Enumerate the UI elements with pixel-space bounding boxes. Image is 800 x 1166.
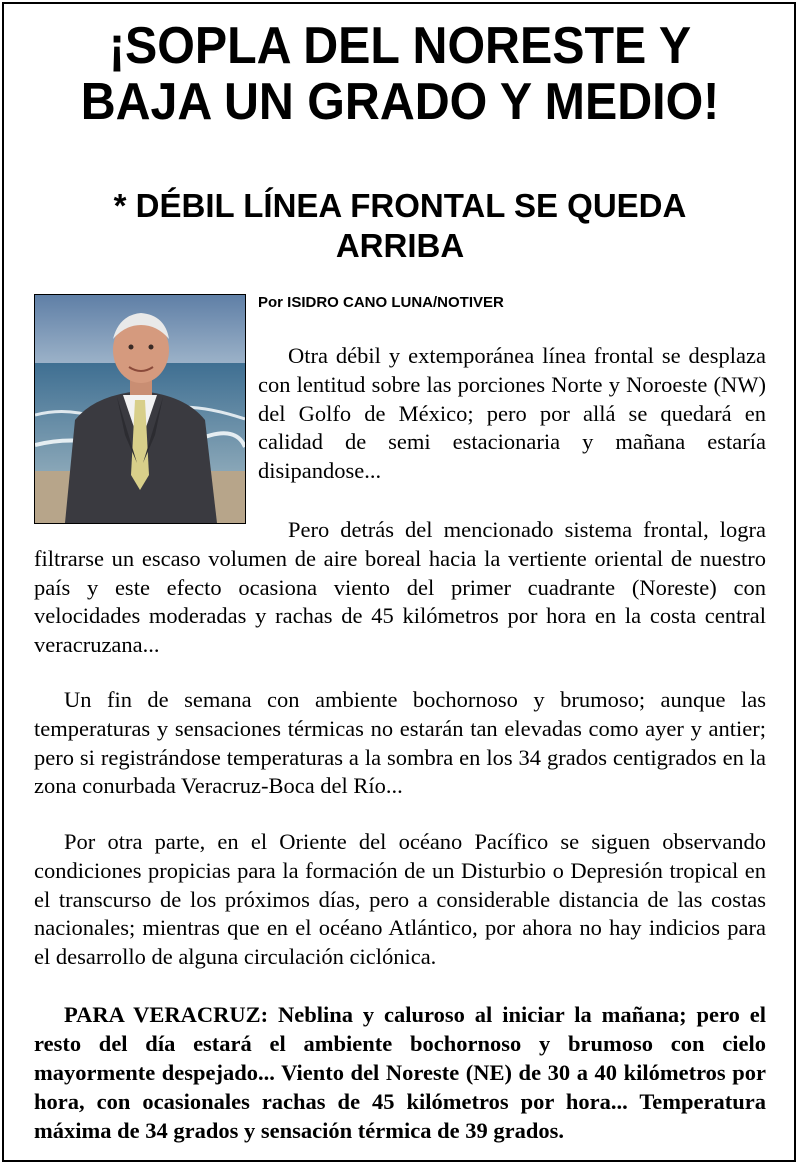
headline-line-1: ¡SOPLA DEL NORESTE Y bbox=[108, 17, 692, 75]
paragraph-2 bbox=[34, 516, 766, 660]
byline: Por ISIDRO CANO LUNA/NOTIVER bbox=[258, 294, 504, 311]
author-photo bbox=[34, 294, 246, 524]
subheadline bbox=[0, 186, 800, 266]
forecast-veracruz-paragraph: PARA VERACRUZ: Neblina y caluroso al iniciar la mañana; pero el resto del día estará el ambiente bochornoso y brumoso con cielo mayormente despejado... Viento del Noreste (NE) de 30 a 40 kilómetros por hora, con ocasionales rachas de 45 kilómetros por hora... Temperatura máxima de 34 grados y sensación térmica de 39 grados. bbox=[34, 1002, 766, 1143]
author-portrait-icon bbox=[35, 295, 245, 523]
paragraph-2-lead: Pero detrás del mencionado sistema frontal, bbox=[288, 517, 709, 542]
headline bbox=[28, 18, 772, 130]
paragraph-2-rest: logra filtrarse un escaso volumen de aire boreal hacia la vertiente oriental de nuestro país y este efecto ocasiona viento del primer cuadrante (Noreste) con velocidades moderadas y rachas de 45 kilómetros por hora en la costa central veracruzana... bbox=[34, 517, 766, 658]
subheadline-line-2: ARRIBA bbox=[335, 227, 465, 264]
subheadline-line-1: * DÉBIL LÍNEA FRONTAL SE QUEDA bbox=[113, 187, 687, 224]
headline-line-2: BAJA UN GRADO Y MEDIO! bbox=[80, 73, 720, 131]
paragraph-4: Por otra parte, en el Oriente del océano Pacífico se siguen observando condiciones propicias para la formación de un Disturbio o Depresión tropical en el transcurso de los próximos días, pero a considerable distancia de las costas nacionales; mientras que en el océano Atlántico, por ahora no hay indicios para el desarrollo de alguna circulación ciclónica. bbox=[34, 829, 766, 970]
paragraph-1: Otra débil y extemporánea línea frontal se desplaza con lentitud sobre las porciones Norte y Noroeste (NW) del Golfo de México; pero por allá se quedará en calidad de semi estacionaria y mañana estaría disipandose... bbox=[258, 343, 766, 484]
paragraph-3: Un fin de semana con ambiente bochornoso y brumoso; aunque las temperaturas y sensaciones térmicas no estarán tan elevadas como ayer y antier; pero si registrándose temperaturas a la sombra en los 34 grados centigrados en la zona conurbada Veracruz-Boca del Río... bbox=[34, 687, 766, 799]
